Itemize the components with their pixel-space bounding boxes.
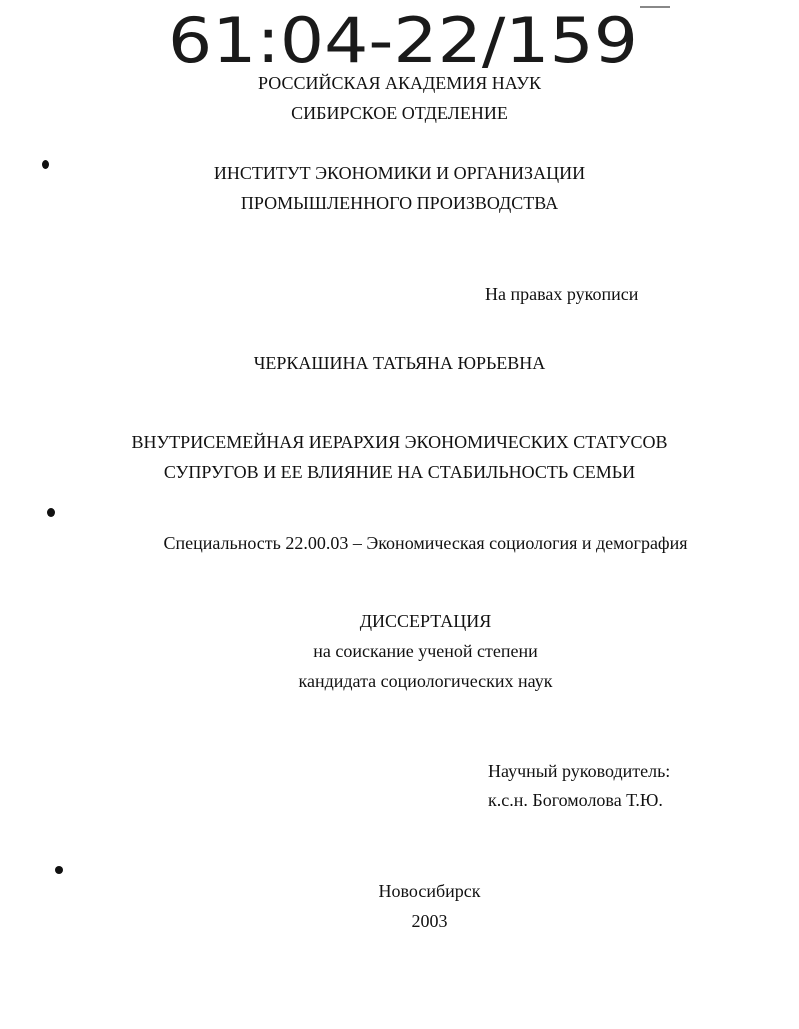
institute-name-line1: ИНСТИТУТ ЭКОНОМИКИ И ОРГАНИЗАЦИИ [213, 163, 586, 183]
scan-dot [55, 866, 63, 874]
city: Новосибирск [378, 881, 481, 901]
handwritten-archive-number [168, 6, 648, 74]
handwritten-number-text: 61:04-22/159 [168, 6, 638, 74]
degree-line2: кандидата социологических наук [298, 671, 553, 691]
manuscript-note: На правах рукописи [485, 284, 639, 304]
supervisor-name: к.с.н. Богомолова Т.Ю. [488, 790, 663, 810]
author-name: ЧЕРКАШИНА ТАТЬЯНА ЮРЬЕВНА [253, 353, 546, 373]
scan-mark [640, 6, 670, 8]
institute-name-line2: ПРОМЫШЛЕННОГО ПРОИЗВОДСТВА [240, 193, 559, 213]
dissertation-title-line2: СУПРУГОВ И ЕЕ ВЛИЯНИЕ НА СТАБИЛЬНОСТЬ СЕМЬИ [163, 462, 636, 482]
supervisor-label: Научный руководитель: [488, 761, 671, 781]
academy-name: РОССИЙСКАЯ АКАДЕМИЯ НАУК [258, 73, 541, 93]
year: 2003 [411, 911, 448, 931]
specialty: Специальность 22.00.03 – Экономическая социология и демография [163, 533, 688, 553]
dissertation-heading: ДИССЕРТАЦИЯ [359, 611, 492, 631]
branch-name: СИБИРСКОЕ ОТДЕЛЕНИЕ [291, 103, 508, 123]
scan-dot [47, 508, 55, 517]
degree-line1: на соискание ученой степени [313, 641, 538, 661]
dissertation-title-line1: ВНУТРИСЕМЕЙНАЯ ИЕРАРХИЯ ЭКОНОМИЧЕСКИХ СТАТУСОВ [131, 432, 668, 452]
